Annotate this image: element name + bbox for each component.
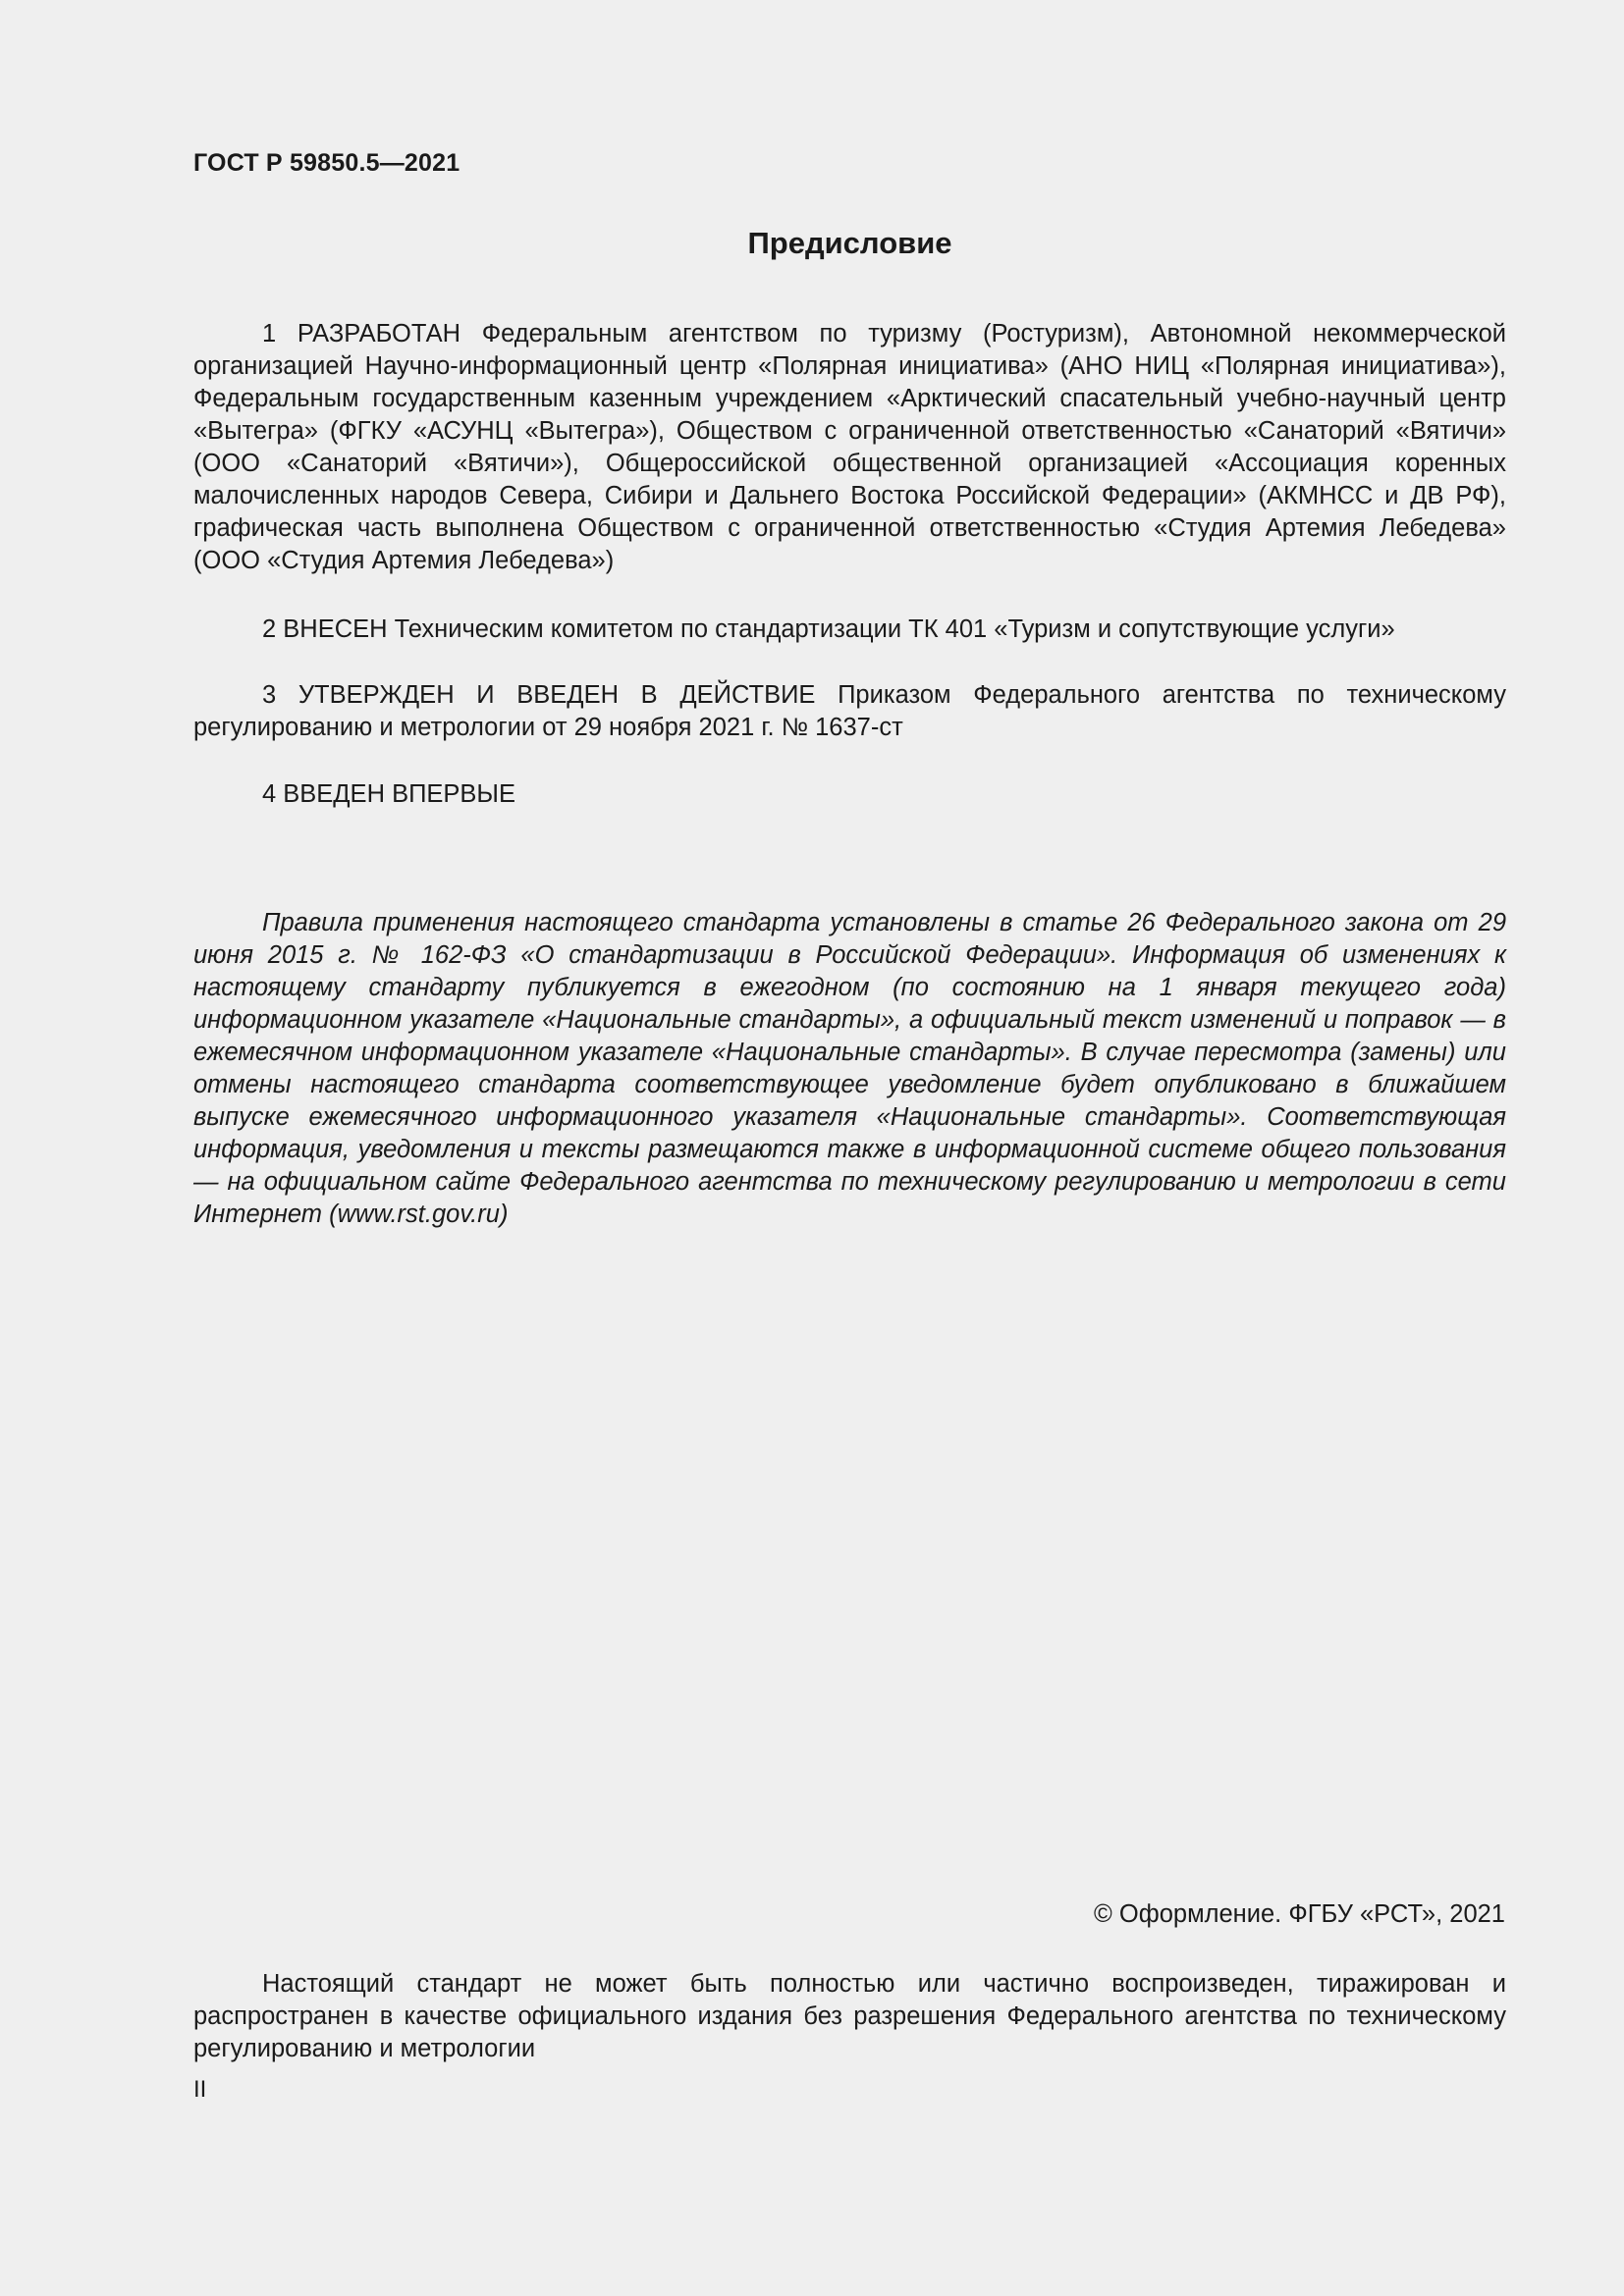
copyright-line: © Оформление. ФГБУ «РСТ», 2021: [1094, 1900, 1505, 1928]
foreword-item-introduced: 4 ВВЕДЕН ВПЕРВЫЕ: [262, 780, 516, 808]
foreword-item-submitted: 2 ВНЕСЕН Техническим комитетом по стандартизации ТК 401 «Туризм и сопутствующие услуги»: [262, 615, 1395, 643]
foreword-item-approved: 3 УТВЕРЖДЕН И ВВЕДЕН В ДЕЙСТВИЕ Приказом Федерального агентства по техническому регулированию и метрологии от 29 ноября 2021 г. № 1637-ст: [193, 681, 1506, 741]
application-rules-note: Правила применения настоящего стандарта установлены в статье 26 Федерального закона от 29 июня 2015 г. № 162-ФЗ «О стандартизации в Российской Федерации». Информация об изменениях к настоящему стандарту публикуется в ежегодном (по состоянию на 1 января текущего года) информационном указателе «Национальные стандарты», а официальный текст изменений и поправок — в ежемесячном информационном указателе «Национальные стандарты». В случае пересмотра (замены) или отмены настоящего стандарта соответствующее уведомление будет опубликовано в ближайшем выпуске ежемесячного информационного указателя «Национальные стандарты». Соответствующая информация, уведомления и тексты размещаются также в информационной системе общего пользования — на официальном сайте Федерального агентства по техническому регулированию и метрологии в сети Интернет (www.rst.gov.ru): [193, 909, 1506, 1228]
page-number: II: [193, 2076, 207, 2103]
foreword-item-developed: 1 РАЗРАБОТАН Федеральным агентством по туризму (Ростуризм), Автономной некоммерческой организацией Научно-информационный центр «Полярная инициатива» (АНО НИЦ «Полярная инициатива»), Федеральным государственным казенным учреждением «Арктический спасательный учебно-научный центр «Вытегра» (ФГКУ «АСУНЦ «Вытегра»), Обществом с ограниченной ответственностью «Санаторий «Вятичи» (ООО «Санаторий «Вятичи»), Общероссийской общественной организацией «Ассоциация коренных малочисленных народов Севера, Сибири и Дальнего Востока Российской Федерации» (АКМНСС и ДВ РФ), графическая часть выполнена Обществом с ограниченной ответственностью «Студия Артемия Лебедева» (ООО «Студия Артемия Лебедева»): [193, 320, 1506, 574]
reproduction-notice: Настоящий стандарт не может быть полностью или частично воспроизведен, тиражирован и распространен в качестве официального издания без разрешения Федерального агентства по техническому регулированию и метрологии: [193, 1970, 1506, 2062]
document-id-header: ГОСТ Р 59850.5—2021: [193, 149, 460, 177]
section-title: Предисловие: [747, 226, 952, 260]
